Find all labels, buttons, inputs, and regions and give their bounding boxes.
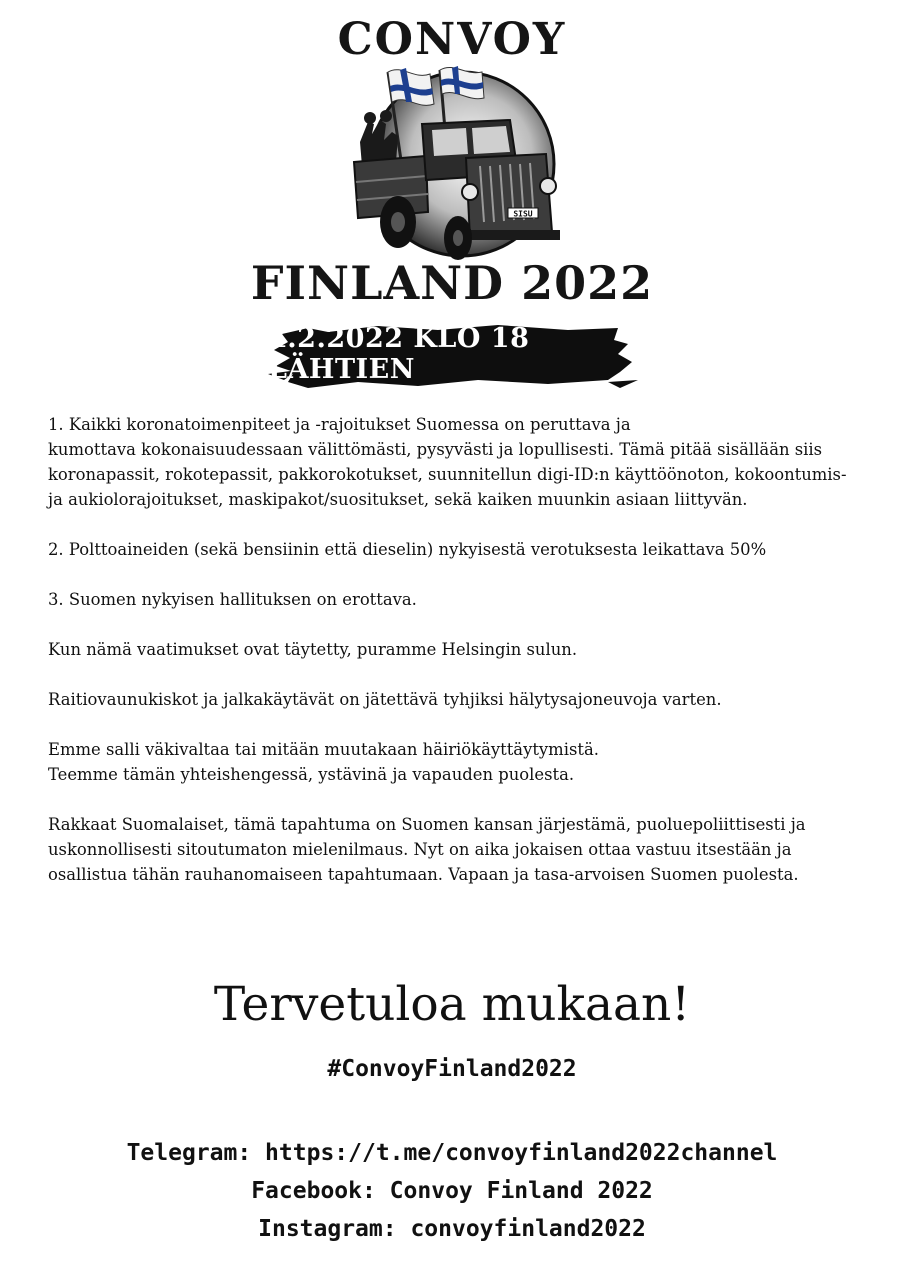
truck-with-flags-icon [340, 62, 570, 262]
logo-title-finland-2022: FINLAND 2022 [250, 256, 654, 310]
truck-plate: SISU [513, 209, 533, 219]
demands-text [48, 412, 848, 912]
paragraph-nonviolence [48, 737, 848, 787]
demand-1-line1: 1. Kaikki koronatoimenpiteet ja -rajoitukset Suomessa on peruttava ja [48, 415, 631, 434]
contact-list [0, 1134, 904, 1248]
instagram-contact: Instagram: convoyfinland2022 [258, 1216, 646, 1242]
facebook-contact: Facebook: Convoy Finland 2022 [251, 1178, 653, 1204]
paragraph-dear-finns: Rakkaat Suomalaiset, tämä tapahtuma on Suomen kansan järjestämä, puoluepoliittisesti ja uskonnollisesti sitoutumaton mielenilmaus. Nyt on aika jokaisen ottaa vastuu itsestään ja osallistua tähän rauhanomaiseen tapahtumaan. Vapaan ja tasa-arvoisen Suomen puolesta. [48, 815, 806, 884]
demand-1-line2: kumottava kokonaisuudessaan välittömästi, pysyvästi ja lopullisesti. Tämä pitää sisällään siis koronapassit, rokotepassit, pakkorokotukset, suunnitellun digi-ID:n käyttöönoton, kokoontumis- ja aukiolorajoitukset, maskipakot/suositukset, sekä kaiken muunkin asiaan liittyvän. [48, 440, 847, 509]
logo-title-convoy: CONVOY [337, 14, 567, 65]
demand-3: 3. Suomen nykyisen hallituksen on erottava. [48, 590, 417, 609]
date-banner-text: 4.2.2022 KLO 18 LÄHTIEN [268, 323, 530, 385]
paragraph-tram-tracks: Raitiovaunukiskot ja jalkakäytävät on jätettävä tyhjiksi hälytysajoneuvoja varten. [48, 690, 722, 709]
paragraph-nonviolence-line2: Teemme tämän yhteishengessä, ystävinä ja vapauden puolesta. [48, 765, 575, 784]
hashtag: #ConvoyFinland2022 [327, 1056, 577, 1082]
telegram-contact: Telegram: https://t.me/convoyfinland2022channel [126, 1140, 778, 1166]
paragraph-lockdown: Kun nämä vaatimukset ovat täytetty, puramme Helsingin sulun. [48, 640, 578, 659]
paragraph-nonviolence-line1: Emme salli väkivaltaa tai mitään muutakaan häiriökäyttäytymistä. [48, 740, 599, 759]
demand-2: 2. Polttoaineiden (sekä bensiinin että dieselin) nykyisestä verotuksesta leikattava 50% [48, 540, 767, 559]
welcome-heading: Tervetuloa mukaan! [213, 977, 691, 1032]
demand-1 [48, 412, 848, 512]
date-banner [268, 322, 638, 392]
